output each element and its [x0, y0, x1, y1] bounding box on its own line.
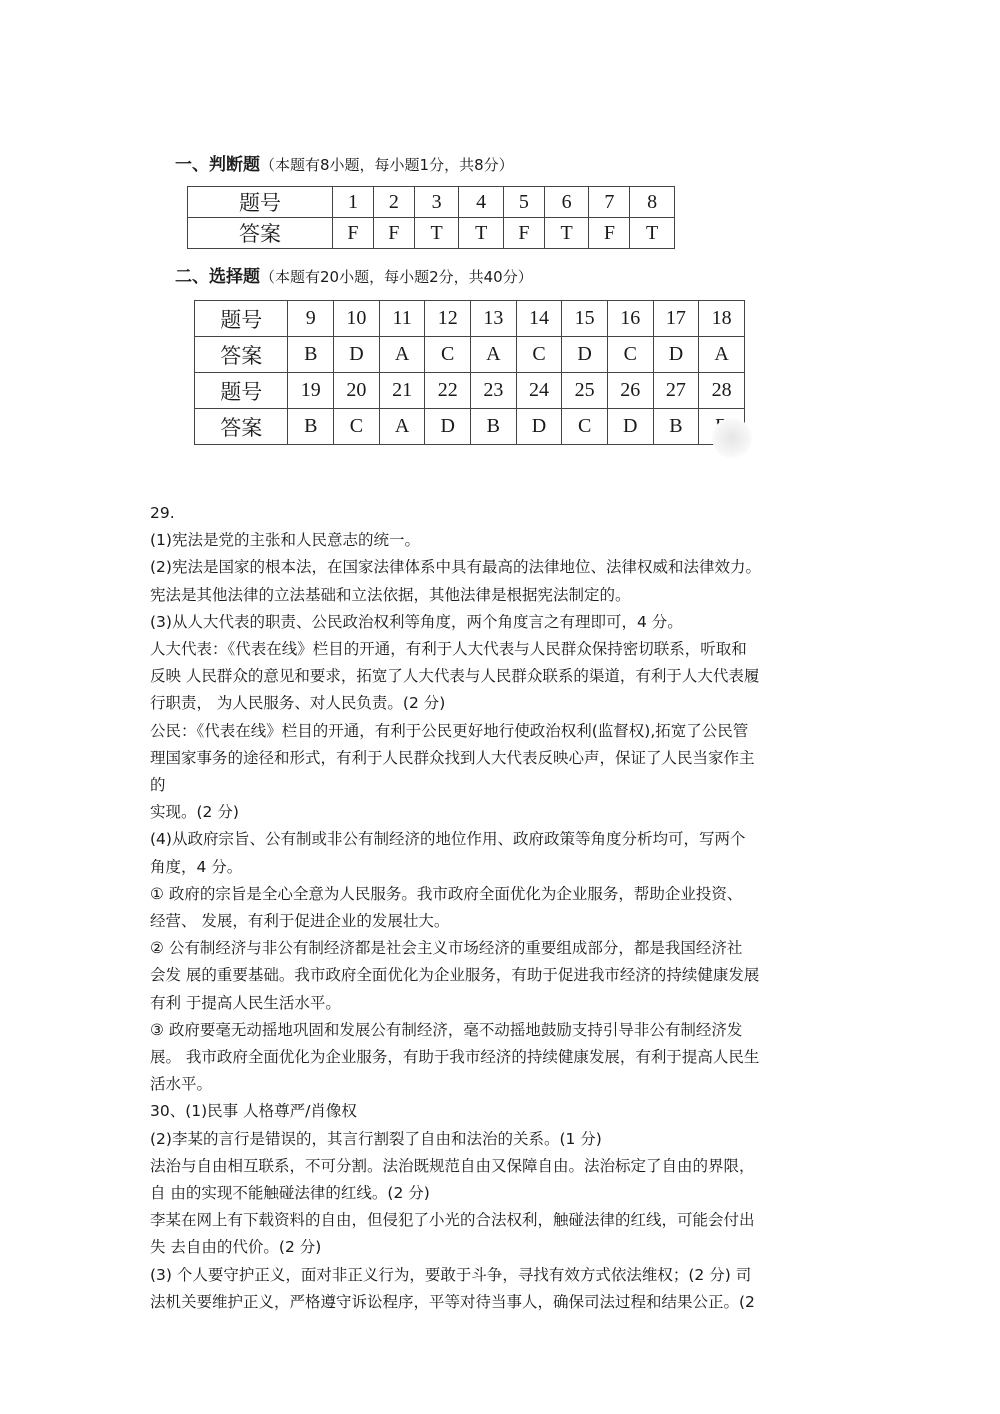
text-line: 宪法是其他法律的立法基础和立法依据，其他法律是根据宪法制定的。 [150, 585, 631, 604]
question-number: 6 [544, 187, 589, 218]
answer-cell: D [425, 409, 471, 445]
answer-cell: F [503, 218, 544, 249]
question-number: 21 [379, 373, 425, 409]
answer-cell: A [699, 337, 745, 373]
text-line: 30、(1)民事 人格尊严/肖像权 [150, 1102, 357, 1121]
answer-cell: T [630, 218, 675, 249]
text-line: 角度，4 分。 [150, 857, 243, 876]
table-row [188, 187, 675, 218]
answer-cell: C [607, 337, 653, 373]
row-label: 题号 [195, 301, 288, 337]
answer-cell: C [425, 337, 471, 373]
text-line: (2)宪法是国家的根本法，在国家法律体系中具有最高的法律地位、法律权威和法律效力。 [150, 558, 761, 577]
answer-cell: A [379, 409, 425, 445]
text-line: 29. [150, 504, 175, 522]
question-number: 26 [607, 373, 653, 409]
judgement-answer-table [187, 186, 675, 249]
text-line: (1)宪法是党的主张和人民意志的统一。 [150, 531, 420, 550]
answer-cell: D [562, 337, 608, 373]
row-label: 答案 [195, 409, 288, 445]
section2-title [175, 262, 533, 287]
text-line: 有利 于提高人民生活水平。 [150, 993, 341, 1012]
question-number: 24 [516, 373, 562, 409]
choice-answer-table [194, 300, 745, 445]
text-line: 行职责， 为人民服务、对人民负责。(2 分) [150, 694, 446, 713]
text-line: (3) 个人要守护正义，面对非正义行为，要敢于斗争，寻找有效方式依法维权；(2 分) 司 [150, 1265, 752, 1284]
text-line: 人大代表：《代表在线》栏目的开通，有利于人大代表与人民群众保持密切联系，听取和 [150, 640, 747, 659]
text-line: ② 公有制经济与非公有制经济都是社会主义市场经济的重要组成部分，都是我国经济社 [150, 939, 743, 958]
question-number: 23 [471, 373, 517, 409]
text-line: 经营、 发展，有利于促进企业的发展壮大。 [150, 912, 450, 931]
text-line: 自 由的实现不能触碰法律的红线。(2 分) [150, 1184, 430, 1203]
section1-title [175, 150, 514, 175]
question-number: 3 [414, 187, 459, 218]
question-number: 22 [425, 373, 471, 409]
question-number: 4 [459, 187, 504, 218]
question-number: 2 [373, 187, 414, 218]
text-line: ① 政府的宗旨是全心全意为人民服务。我市政府全面优化为企业服务，帮助企业投资、 [150, 884, 743, 903]
question-number: 27 [653, 373, 699, 409]
answer-cell: D [334, 337, 380, 373]
text-line: 失 去自由的代价。(2 分) [150, 1238, 322, 1257]
text-line: 法机关要维护正义，严格遵守诉讼程序，平等对待当事人，确保司法过程和结果公正。(2 [150, 1292, 755, 1311]
answer-cell: T [414, 218, 459, 249]
answer-cell: F [373, 218, 414, 249]
table-row [195, 301, 745, 337]
answer-text-body [150, 500, 880, 1316]
question-number: 17 [653, 301, 699, 337]
section2-heading: 二、选择题 [175, 267, 260, 287]
text-line: 展。 我市政府全面优化为企业服务，有助于我市经济的持续健康发展，有利于提高人民生 [150, 1048, 760, 1067]
text-line: 会发 展的重要基础。我市政府全面优化为企业服务，有助于促进我市经济的持续健康发展 [150, 966, 760, 985]
question-number: 1 [333, 187, 374, 218]
table-row [195, 409, 745, 445]
question-number: 14 [516, 301, 562, 337]
question-number: 15 [562, 301, 608, 337]
answer-cell: B [288, 409, 334, 445]
question-number: 12 [425, 301, 471, 337]
answer-cell: C [562, 409, 608, 445]
question-number: 8 [630, 187, 675, 218]
row-label: 题号 [195, 373, 288, 409]
text-line: (3)从人大代表的职责、公民政治权利等角度，两个角度言之有理即可，4 分。 [150, 612, 683, 631]
answer-cell: T [459, 218, 504, 249]
answer-cell: B [471, 409, 517, 445]
question-number: 16 [607, 301, 653, 337]
text-line: 公民：《代表在线》栏目的开通，有利于公民更好地行使政治权利(监督权),拓宽了公民管 [150, 721, 749, 740]
answer-cell: B [288, 337, 334, 373]
row-label: 答案 [195, 337, 288, 373]
answer-cell: D [516, 409, 562, 445]
question-number: 7 [589, 187, 630, 218]
question-number: 18 [699, 301, 745, 337]
answer-cell: A [379, 337, 425, 373]
text-line: (4)从政府宗旨、公有制或非公有制经济的地位作用、政府政策等角度分析均可，写两个 [150, 830, 746, 849]
question-number: 9 [288, 301, 334, 337]
table-row [188, 218, 675, 249]
question-number: 20 [334, 373, 380, 409]
table-row [195, 337, 745, 373]
text-line: 活水平。 [150, 1075, 213, 1094]
section2-note: （本题有20小题，每小题2分，共40分） [260, 268, 533, 286]
question-number: 5 [503, 187, 544, 218]
text-line: 的 [150, 776, 166, 795]
section1-heading: 一、判断题 [175, 155, 260, 175]
scan-smudge [712, 418, 752, 458]
question-number: 10 [334, 301, 380, 337]
row-label: 题号 [188, 187, 333, 218]
question-number: 19 [288, 373, 334, 409]
answer-cell: F [333, 218, 374, 249]
question-number: 13 [471, 301, 517, 337]
answer-cell: D [607, 409, 653, 445]
table-row [195, 373, 745, 409]
text-line: 理国家事务的途径和形式，有利于人民群众找到人大代表反映心声，保证了人民当家作主 [150, 748, 755, 767]
text-line: ③ 政府要毫无动摇地巩固和发展公有制经济，毫不动摇地鼓励支持引导非公有制经济发 [150, 1020, 743, 1039]
answer-cell: F [589, 218, 630, 249]
answer-cell: C [516, 337, 562, 373]
question-number: 25 [562, 373, 608, 409]
answer-cell: C [334, 409, 380, 445]
text-line: 实现。(2 分) [150, 803, 239, 822]
answer-cell: T [544, 218, 589, 249]
section1-note: （本题有8小题，每小题1分，共8分） [260, 156, 514, 174]
question-number: 28 [699, 373, 745, 409]
text-line: 反映 人民群众的意见和要求，拓宽了人大代表与人民群众联系的渠道，有利于人大代表履 [150, 667, 760, 686]
answer-cell: D [653, 337, 699, 373]
answer-cell: A [471, 337, 517, 373]
text-line: 李某在网上有下载资料的自由，但侵犯了小光的合法权利，触碰法律的红线，可能会付出 [150, 1211, 755, 1230]
text-line: (2)李某的言行是错误的，其言行割裂了自由和法治的关系。(1 分) [150, 1129, 602, 1148]
text-line: 法治与自由相互联系，不可分割。法治既规范自由又保障自由。法治标定了自由的界限， [150, 1156, 755, 1175]
question-number: 11 [379, 301, 425, 337]
row-label: 答案 [188, 218, 333, 249]
answer-cell: B [653, 409, 699, 445]
